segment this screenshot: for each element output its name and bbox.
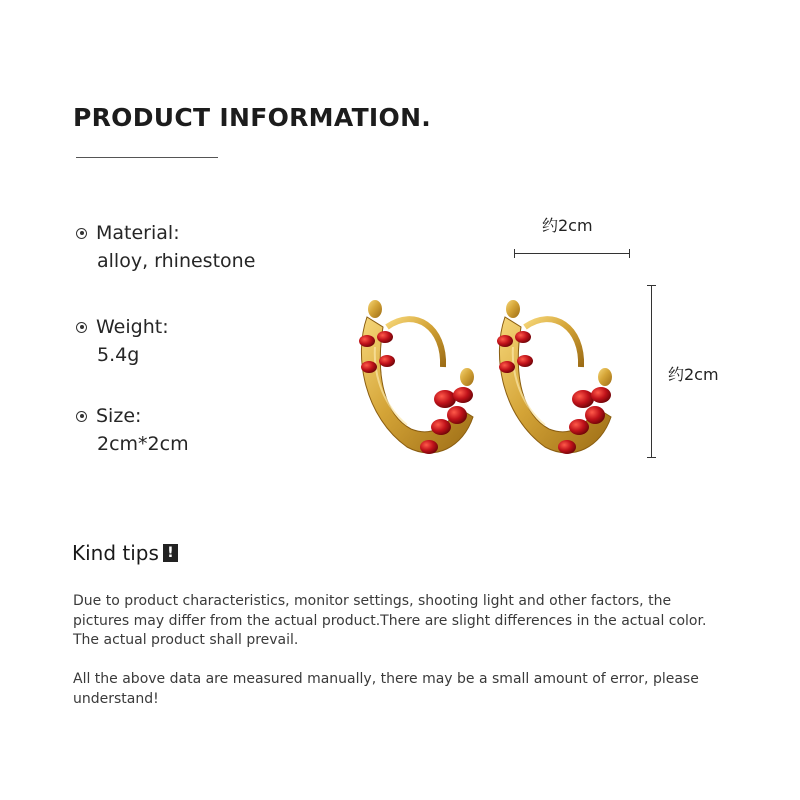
spec-material-label: Material: [96, 222, 180, 244]
bullet-icon [76, 228, 87, 239]
spec-weight-label: Weight: [96, 316, 169, 338]
spec-size [76, 403, 189, 455]
spec-weight-value: 5.4g [97, 344, 140, 366]
tips-paragraph: All the above data are measured manually, there may be a small amount of error, please understand! [73, 671, 699, 707]
exclamation-icon: ! [163, 544, 178, 562]
spec-size-label: Size: [96, 405, 142, 427]
width-dimension-label: 约2cm [542, 216, 593, 235]
earring-image-left [345, 287, 485, 467]
spec-weight [76, 314, 169, 366]
width-dimension-line [514, 253, 630, 254]
bullet-icon [76, 411, 87, 422]
kind-tips-heading [72, 541, 178, 565]
kind-tips-label: Kind tips [72, 541, 159, 565]
spec-material-value: alloy, rhinestone [97, 250, 256, 272]
earring-image-right [483, 287, 623, 467]
height-dimension-line [651, 285, 652, 458]
spec-size-value: 2cm*2cm [97, 433, 189, 455]
title-divider [76, 157, 218, 158]
bullet-icon [76, 322, 87, 333]
height-dimension-label: 约2cm [668, 365, 719, 384]
spec-material [76, 220, 255, 272]
page-title: PRODUCT INFORMATION. [73, 103, 432, 132]
tips-paragraph: Due to product characteristics, monitor settings, shooting light and other factors, the pictures may differ from the actual product.There are slight differences in the actual color. The actual product shall prevail. [73, 593, 707, 648]
